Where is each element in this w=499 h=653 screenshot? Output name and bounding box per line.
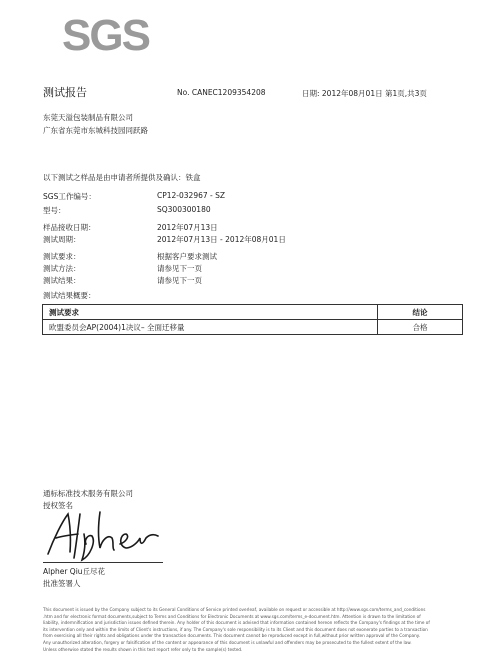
field-label: 样品接收日期：: [43, 223, 96, 232]
summary-title: 测试结果概要：: [43, 291, 96, 300]
field-label: 测试周期：: [43, 235, 81, 244]
terms-footer: [43, 607, 468, 653]
field-label: 测试方法：: [43, 264, 81, 273]
field-value: CP12-032967 - SZ: [157, 191, 226, 200]
field-value: SQ300300180: [157, 205, 211, 214]
cell-requirement: 欧盟委员会AP(2004)1决议– 全面迁移量: [43, 320, 378, 335]
client-address: 广东省东莞市东城科技园同跃路: [43, 126, 148, 135]
col-conclusion: 结论: [378, 305, 463, 320]
footer-line: .htm and for electronic format documents,subject to Terms and Conditions for Electronic Documents at www.sgs.com/terms_e-document.htm. Attention is drawn to the limitation of: [43, 613, 421, 619]
field-value: 2012年07月13日: [157, 223, 218, 232]
table-header-row: [43, 305, 463, 320]
footer-line: its intervention only and within the limits of Client's instructions, if any. The Company's sole responsibility is to its Client and this document does not exonerate parties to a transaction: [43, 626, 428, 632]
authorized-signature-label: 授权签名: [43, 501, 73, 510]
footer-line: This document is issued by the Company subject to its General Conditions of Service printed overleaf, available on request or accessible at http://www.sgs.com/terms_and_conditions: [43, 607, 426, 612]
handwritten-signature: [40, 508, 165, 564]
report-number: No. CANEC1209354208: [177, 88, 266, 97]
signature-line: [43, 562, 163, 563]
sgs-logo: SGS: [62, 11, 149, 60]
field-label: 型号：: [43, 206, 66, 215]
cell-conclusion: 合格: [378, 320, 463, 335]
report-date-page: 日期: 2012年08月01日 第1页,共3页: [302, 89, 427, 98]
results-table: [42, 304, 463, 335]
signatory-role: 批准签署人: [43, 579, 81, 588]
signatory-name: Alpher Qiu丘尽花: [43, 567, 106, 576]
field-value: 请参见下一页: [157, 276, 202, 285]
field-label: SGS工作编号：: [43, 192, 96, 201]
footer-line: liability, indemnification and jurisdiction issues defined therein. Any holder of this document is advised that information contained hereon reflects the Company's findings at the time of: [43, 620, 430, 626]
field-value: 根据客户要求测试: [157, 252, 217, 261]
client-company: 东莞天溢包装制品有限公司: [43, 113, 133, 122]
table-row: [43, 320, 463, 335]
field-label: 测试结果：: [43, 276, 81, 285]
footer-line: from exercising all their rights and obligations under the transaction documents. This document cannot be reproduced except in full,without prior written approval of the Company.: [43, 633, 420, 639]
col-test-requirement: 测试要求: [43, 305, 378, 320]
sample-intro: 以下测试之样品是由申请者所提供及确认：铁盒: [43, 173, 201, 182]
field-value: 2012年07月13日 - 2012年08月01日: [157, 235, 286, 244]
footer-line: Any unauthorized alteration, forgery or falsification of the content or appearance of this document is unlawful and offenders may be prosecuted to the fullest extent of the law.: [43, 639, 412, 645]
report-title: 测试报告: [43, 86, 87, 99]
field-value: 请参见下一页: [157, 264, 202, 273]
footer-line: Unless otherwise stated the results shown in this test report refer only to the sample(s) tested.: [43, 646, 243, 652]
field-label: 测试要求：: [43, 252, 81, 261]
signatory-company: 通标标准技术服务有限公司: [43, 489, 133, 498]
